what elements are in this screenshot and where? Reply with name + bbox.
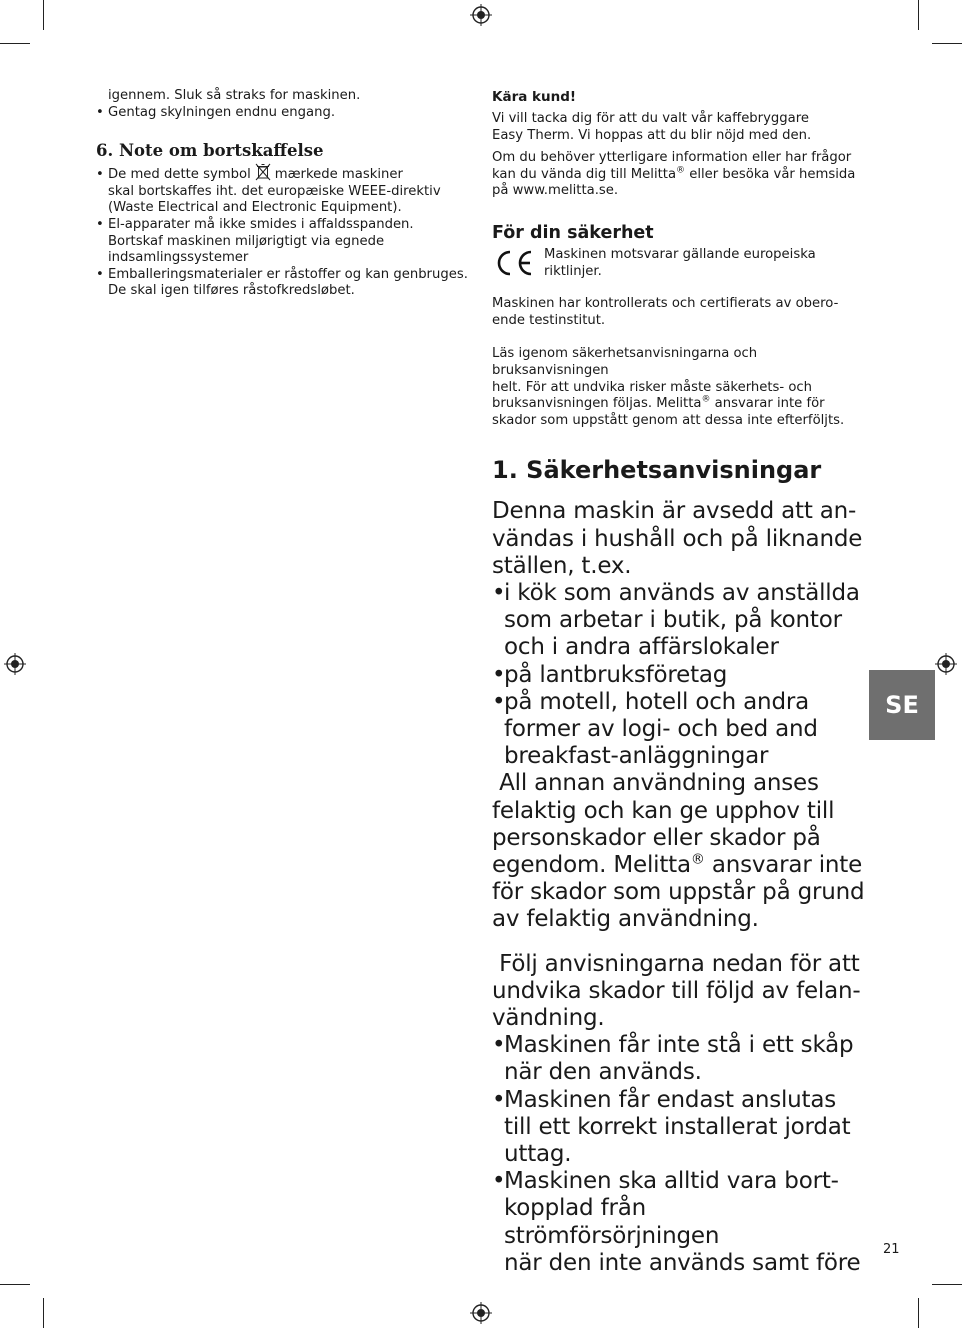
list-item: • De med dette symbol mærkede maskiner skal bortskaffes iht. det europæiske WEEE-direktiv (Waste Electrical and Electronic Equipment). <box>96 167 476 217</box>
crop-mark <box>918 1298 919 1328</box>
crop-mark <box>0 1284 30 1285</box>
greeting: Kära kund! <box>492 89 577 105</box>
list-item: • Maskinen ska alltid vara bort- kopplad från strömförsörjningen när den inte används samt före <box>492 1168 867 1277</box>
list-item: • på lantbruksföretag <box>492 662 867 689</box>
paragraph: Vi vill tacka dig för att du valt vår kaffebryggare Easy Therm. Vi hoppas att du blir nöjd med den. <box>492 111 812 143</box>
paragraph: Maskinen har kontrollerats och certifierats av obero- ende testinstitut. <box>492 296 839 328</box>
crop-mark <box>43 0 44 30</box>
crossed-out-bin-icon <box>255 163 271 181</box>
safety-heading: För din säkerhet <box>492 222 654 243</box>
ce-mark-icon <box>492 248 536 278</box>
page-number: 21 <box>883 1242 900 1257</box>
large-paragraph: All annan användning anses felaktig och kan ge upphov till personskador eller skador på egendom. Melitta® ansvarar inte för skador som uppstår på grund av felaktig användning. <box>492 770 865 933</box>
list-item: • Emballeringsmaterialer er råstoffer og kan genbruges. De skal igen tilføres råstofkredsløbet. <box>96 267 476 300</box>
list-item: • Maskinen får endast anslutas till ett korrekt installerat jordat uttag. <box>492 1087 867 1169</box>
crop-mark <box>918 0 919 30</box>
continued-text: igennem. Sluk så straks for maskinen. <box>108 88 361 103</box>
large-paragraph: Denna maskin är avsedd att an- vändas i hushåll och på liknande ställen, t.ex. <box>492 498 863 579</box>
crop-mark <box>932 43 962 44</box>
section-heading-disposal: 6. Note om bortskaffelse <box>96 141 324 161</box>
paragraph: Läs igenom säkerhetsanvisningarna och bruksanvisningen helt. För att undvika risker måste säkerhets- och bruksanvisningen följas. Melitta® ansvarar inte för skador som uppstått genom att dessa inte efterföljts. <box>492 346 845 428</box>
ce-text: Maskinen motsvarar gällande europeiska riktlinjer. <box>544 246 816 279</box>
large-paragraph: Följ anvisningarna nedan för att undvika skador till följd av felan- vändning. <box>492 950 861 1031</box>
section-heading-safety: 1. Säkerhetsanvisningar <box>492 456 822 485</box>
list-item: • i kök som används av anställda som arbetar i butik, på kontor och i andra affärslokaler <box>492 580 867 662</box>
list-item: • på motell, hotell och andra former av logi- och bed and breakfast-anläggningar <box>492 689 867 771</box>
left-column <box>96 88 476 300</box>
list-item: • El-apparater må ikke smides i affaldsspanden. Bortskaf maskinen miljørigtigt via egnede indsamlingssystemer <box>96 217 476 267</box>
list-item: • Maskinen får inte stå i ett skåp när den används. <box>492 1032 867 1086</box>
registration-mark-icon <box>4 653 26 675</box>
registration-mark-icon <box>470 1302 492 1324</box>
registration-mark-icon <box>935 653 957 675</box>
crop-mark <box>932 1284 962 1285</box>
right-column <box>492 88 867 1277</box>
list-item: • Gentag skylningen endnu engang. <box>96 105 476 122</box>
registration-mark-icon <box>470 4 492 26</box>
paragraph: Om du behöver ytterligare information eller har frågor kan du vända dig till Melitta® eller besöka vår hemsida på www.melitta.se. <box>492 150 856 199</box>
crop-mark <box>0 43 30 44</box>
language-tab: SE <box>869 670 935 740</box>
ce-block <box>492 247 867 280</box>
crop-mark <box>43 1298 44 1328</box>
